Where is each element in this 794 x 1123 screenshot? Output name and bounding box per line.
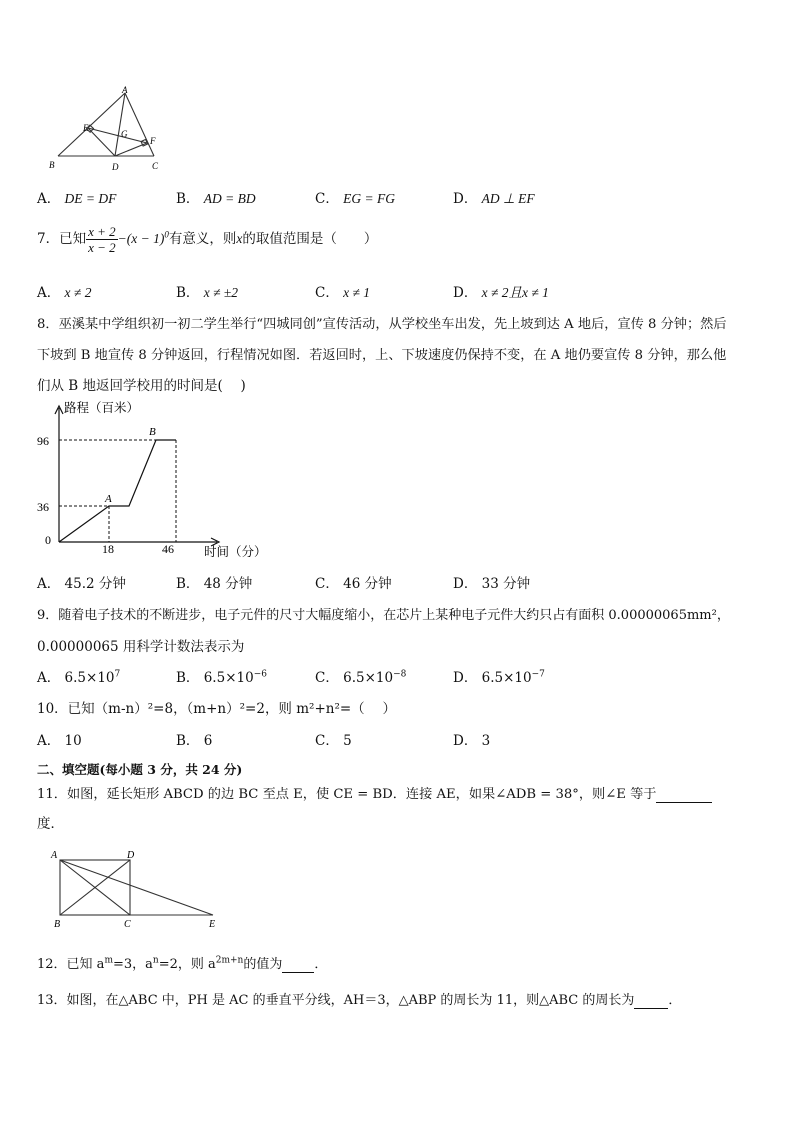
q6-label-d: D [112,162,119,172]
q8-ylabel: 路程（百米） [64,401,140,415]
q11-label-b: B [54,919,61,928]
q6-option-a: A． DE = DF [37,191,117,207]
q8-option-b: B． 48 分钟 [176,576,253,592]
q8-ytick-96: 96 [37,434,49,448]
q9-option-b: B． $6.5\times 10^{-6}$ [176,669,267,686]
q7-option-d: D． x ≠ 2且x ≠ 1 [453,285,549,301]
q7-option-b: B． x ≠ ±2 [176,285,239,301]
section-2-heading: 二、填空题(每小题 3 分，共 24 分) [37,762,243,777]
q9-line-2: 0.00000065 用科学计数法表示为 [37,639,245,655]
q9-option-d: D． $6.5\times 10^{-7}$ [453,669,545,686]
q6-label-a: A [122,86,128,95]
q10-option-a: A． 10 [37,733,82,749]
q8-xlabel: 时间（分） [204,545,267,559]
q8-line-2: 下坡到 B 地宣传 8 分钟返回，行程情况如图．若返回时，上、下坡速度仍保持不变，在 A 地仍要宣传 8 分钟，那么他 [37,348,727,363]
q6-figure [48,86,178,176]
q8-option-c: C． 46 分钟 [315,576,392,592]
q10-question: 10．已知（m-n）²=8，（m+n）²=2，则 m²+n²=（ ） [37,701,396,717]
q7-fraction: $\frac{x + 2}{x - 2}$ [88,224,116,255]
q8-xtick-46: 46 [162,542,174,556]
q12-answer-blank[interactable] [282,957,314,973]
q8-line-3: 们从 B 地返回学校用的时间是( ) [37,378,246,394]
q8-xtick-18: 18 [102,542,114,556]
q12-question: 12．已知 $a^m=3$，$a^n=2$，则 $a^{2m+n}$的值为 ． [37,955,328,972]
q11-line-2: 度． [37,816,64,832]
q7-question: 7．已知 $\frac{x + 2}{x - 2}$ $-(x - 1)^0$有意义，则x的取值范围是（ ） [37,224,378,255]
q11-label-e: E [209,919,216,928]
q8-chart [34,398,284,560]
q6-label-b: B [49,160,55,170]
q8-point-a: A [105,493,112,505]
q8-option-d: D． 33 分钟 [453,576,531,592]
q10-option-b: B． 6 [176,733,213,749]
q11-label-a: A [51,850,58,861]
q7-option-a: A． x ≠ 2 [37,285,92,301]
q13-answer-blank[interactable] [634,993,668,1009]
q8-line-1: 8．巫溪某中学组织初一初二学生举行“四城同创”宣传活动，从学校坐车出发，先上坡到达 A 地后，宣传 8 分钟；然后 [37,317,727,332]
q8-point-b: B [149,426,156,438]
q8-option-a: A． 45.2 分钟 [37,576,126,592]
q8-route-line [59,440,176,542]
q8-ytick-36: 36 [37,500,49,514]
q6-label-f: F [150,136,156,146]
q9-option-a: A． $6.5\times 10^7$ [37,669,121,686]
q6-label-g: G [121,129,128,139]
q11-answer-blank[interactable] [656,787,712,803]
q6-label-e: E [83,123,89,133]
q11-label-d: D [127,850,135,861]
q11-line-1: 11．如图，延长矩形 ABCD 的边 BC 至点 E，使 CE = BD．连接 AE，如果∠ADB = 38°，则∠E 等于 [37,783,712,803]
q6-option-c: C． EG = FG [315,191,395,207]
q6-option-b: B． AD = BD [176,191,256,207]
q6-label-c: C [152,161,159,171]
q8-ytick-0: 0 [45,533,51,547]
q10-option-c: C． 5 [315,733,352,749]
q11-figure [48,842,233,928]
q13-question: 13．如图，在△ABC 中，PH 是 AC 的垂直平分线，AH＝3，△ABP 的周长为 11，则△ABC 的周长为 ． [37,993,682,1008]
q9-line-1: 9．随着电子技术的不断进步，电子元件的尺寸大幅度缩小，在芯片上某种电子元件大约只占有面积 0.00000065mm²， [37,608,730,623]
q11-label-c: C [124,919,131,928]
q7-option-c: C． x ≠ 1 [315,285,371,301]
q6-option-d: D． AD ⊥ EF [453,191,535,207]
q9-option-c: C． $6.5\times 10^{-8}$ [315,669,407,686]
q10-option-d: D． 3 [453,733,491,749]
